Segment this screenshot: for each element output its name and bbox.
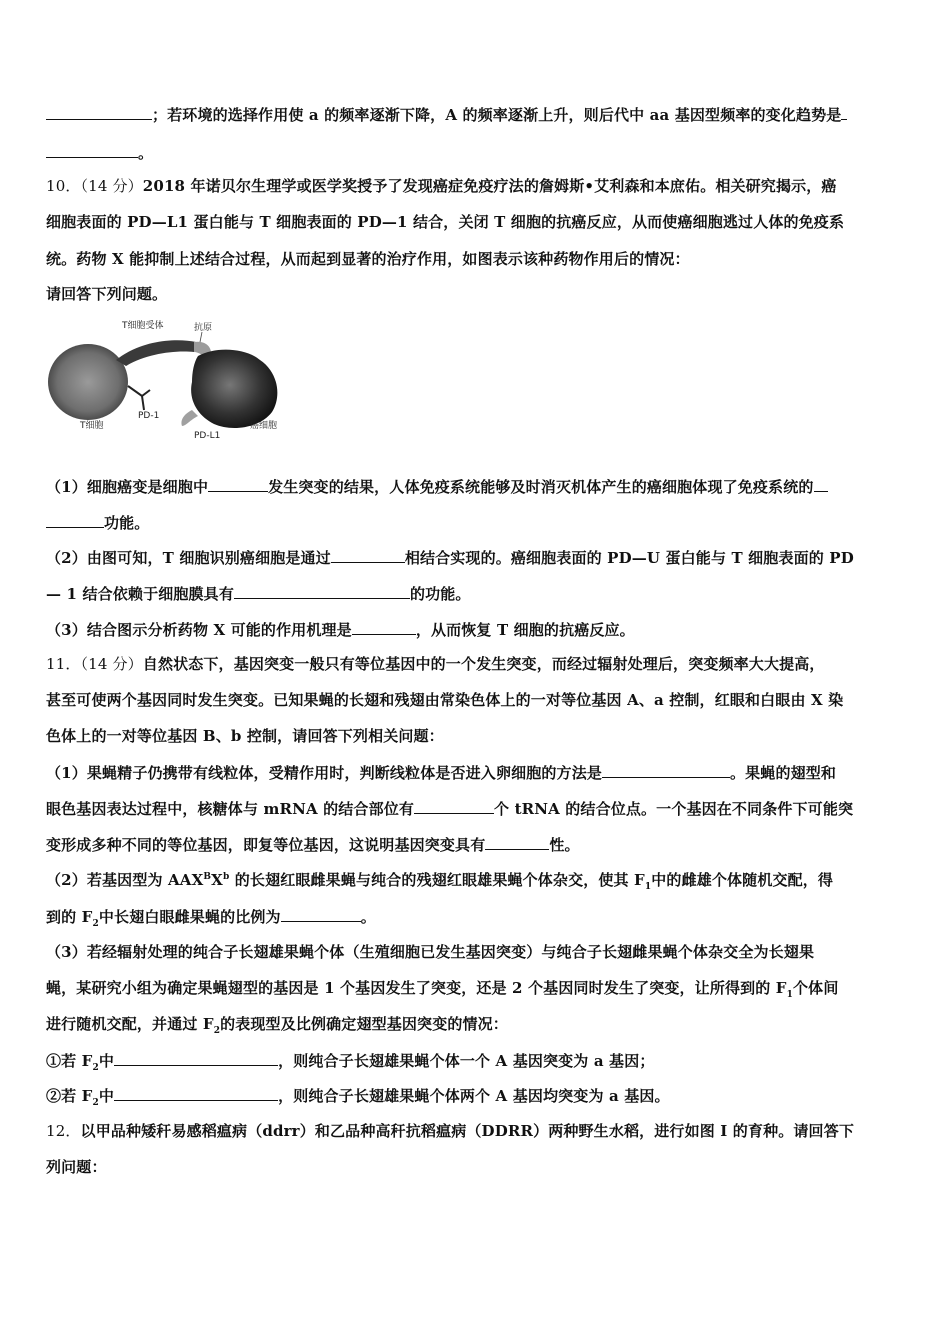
q11-line-b: 甚至可使两个基因同时发生突变。已知果蝇的长翅和残翅由常染色体上的一对等位基因 A、a 控制，红眼和白眼由 X 染	[46, 691, 844, 709]
q11-3-line-c: 进行随机交配，并通过 $F_2$的表现型及比例确定翅型基因突变的情况：	[46, 1015, 508, 1036]
q11-3-line-a: （3）若经辐射处理的纯合子长翅雄果蝇个体（生殖细胞已发生基因突变）与纯合子长翅雌果蝇个体杂交全为长翅果	[46, 943, 815, 961]
answer-blank	[602, 762, 730, 778]
q10-2-line-a: （2）由图可知，T 细胞识别癌细胞是通过 相结合实现的。癌细胞表面的 PD—U 蛋白能与 T 细胞表面的 PD	[46, 549, 854, 567]
q11-2-line-a: （2）若基因型为 $AAX^BX^b$ 的长翅红眼雌果蝇与纯合的残翅红眼雄果蝇个体杂交，使其 $F_1$中的雌雄个体随机交配，得	[46, 871, 834, 892]
answer-blank	[485, 834, 549, 850]
t-cell-body	[48, 344, 128, 420]
answer-blank	[208, 476, 268, 492]
question-number: 10．（14 分）	[46, 177, 143, 195]
t-cell-receptor	[116, 340, 200, 366]
leader-line	[200, 332, 202, 342]
q10-2-line-b: — 1 结合依赖于细胞膜具有 的功能。	[46, 585, 471, 603]
q11-result-2: ②若 $F_2$中 ，则纯合子长翅雄果蝇个体两个 A 基因均突变为 a 基因。	[46, 1087, 670, 1108]
q11-3-line-b: 蝇，某研究小组为确定果蝇翅型的基因是 1 个基因发生了突变，还是 2 个基因同时发生了突变，让所得到的 $F_1$个体间	[46, 979, 839, 1000]
q10-1-line-a: （1）细胞癌变是细胞中 发生突变的结果，人体免疫系统能够及时消灭机体产生的癌细胞体现了免疫系统的	[46, 476, 910, 497]
answer-blank	[114, 1085, 278, 1101]
q10-1-line-b: 功能。	[46, 512, 910, 533]
label-t-cell: T细胞	[80, 421, 104, 431]
q12-line-b: 列问题：	[46, 1158, 107, 1176]
answer-blank	[814, 476, 828, 492]
q10-3-line: （3）结合图示分析药物 X 可能的作用机理是 ，从而恢复 T 细胞的抗癌反应。	[46, 621, 635, 639]
q10-line-b: 细胞表面的 PD—L1 蛋白能与 T 细胞表面的 PD—1 结合，关闭 T 细胞的抗癌反应，从而使癌细胞逃过人体的免疫系	[46, 213, 845, 231]
q11-1-line-a: （1）果蝇精子仍携带有线粒体，受精作用时，判断线粒体是否进入卵细胞的方法是 。果蝇的翅型和	[46, 764, 837, 782]
answer-blank	[114, 1050, 278, 1066]
answer-blank	[46, 512, 104, 528]
answer-blank	[352, 619, 416, 635]
q12-line-a: 12．以甲品种矮秆易感稻瘟病（ddrr）和乙品种高秆抗稻瘟病（DDRR）两种野生水稻，进行如图 I 的育种。请回答下	[46, 1122, 854, 1140]
q11-2-line-b: 到的 $F_2$中长翅白眼雌果蝇的比例为 。	[46, 908, 376, 929]
pd-1-receptor	[128, 386, 150, 410]
q11-1-line-c: 变形成多种不同的等位基因，即复等位基因，这说明基因突变具有 性。	[46, 836, 580, 854]
label-antigen: 抗原	[194, 323, 213, 333]
label-pd-l1: PD-L1	[194, 431, 221, 440]
line-1: ；若环境的选择作用使 a 的频率逐渐下降，A 的频率逐渐上升，则后代中 aa 基因型频率的变化趋势是	[46, 104, 910, 125]
q11-line-a: 11．（14 分）自然状态下，基因突变一般只有等位基因中的一个发生突变，而经过辐射处理后，突变频率大大提高，	[46, 655, 825, 673]
label-t-cell-receptor: T细胞受体	[122, 321, 164, 331]
answer-blank	[414, 798, 494, 814]
answer-blank	[841, 104, 847, 120]
answer-blank	[234, 583, 410, 599]
label-pd-1: PD-1	[138, 411, 160, 421]
q11-result-1: ①若 $F_2$中 ，则纯合子长翅雄果蝇个体一个 A 基因突变为 a 基因；	[46, 1052, 655, 1073]
answer-blank	[46, 104, 152, 120]
q11-1-line-b: 眼色基因表达过程中，核糖体与 mRNA 的结合部位有 个 tRNA 的结合位点。一个基因在不同条件下可能突	[46, 800, 854, 818]
answer-blank	[331, 547, 405, 563]
label-cancer-cell: 癌细胞	[250, 421, 278, 431]
line-2: 。	[46, 142, 910, 163]
cancer-cell-body	[191, 350, 277, 428]
immune-cell-figure	[46, 316, 286, 440]
pd-l1-ligand	[181, 410, 198, 426]
question-number: 11．（14 分）	[46, 655, 143, 673]
q10-line-d: 请回答下列问题。	[46, 285, 168, 303]
q10-line-a: 10．（14 分）2018 年诺贝尔生理学或医学奖授予了发现癌症免疫疗法的詹姆斯•艾利森和本庶佑。相关研究揭示，癌	[46, 177, 837, 195]
q10-line-c: 统。药物 X 能抑制上述结合过程，从而起到显著的治疗作用，如图表示该种药物作用后的情况：	[46, 250, 690, 268]
q11-line-c: 色体上的一对等位基因 B、b 控制，请回答下列相关问题：	[46, 727, 444, 745]
answer-blank	[46, 142, 138, 158]
answer-blank	[281, 906, 361, 922]
question-number: 12．	[46, 1122, 81, 1140]
